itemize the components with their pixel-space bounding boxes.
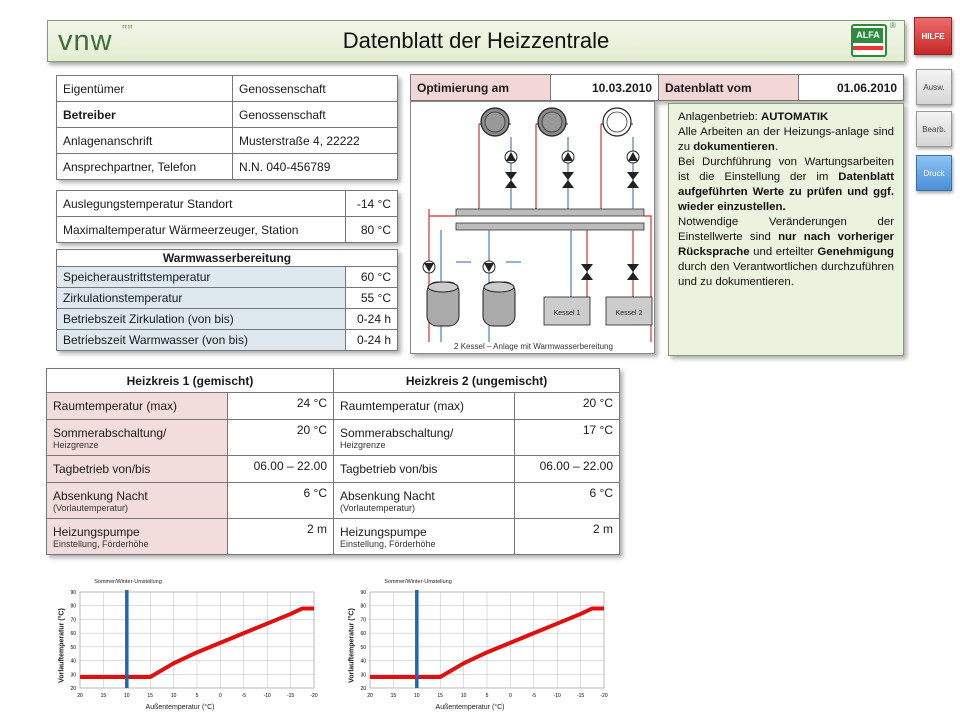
operator-value: Genossenschaft xyxy=(233,102,398,128)
chart-ylabel: Vorlauftemperatur (°C) xyxy=(58,608,66,683)
hk2-value: 20 °C xyxy=(515,393,620,420)
y-tick-label: 80 xyxy=(70,603,76,610)
chart-svg xyxy=(40,576,320,704)
y-tick-label: 80 xyxy=(360,603,366,610)
table-row xyxy=(411,75,904,101)
table-row xyxy=(47,393,620,420)
hk2-label: Heizungspumpe Einstellung, Förderhöhe xyxy=(334,519,515,555)
x-tick-label: 20 xyxy=(367,693,373,699)
boiler-2-label: Kessel 2 xyxy=(615,310,643,317)
x-tick-label: 10 xyxy=(414,693,420,699)
ww-label: Betriebszeit Zirkulation (von bis) xyxy=(57,309,346,330)
table-row xyxy=(57,191,398,217)
warmwater-title: Warmwasserbereitung xyxy=(57,250,398,267)
logo-drops-icon: ‟” xyxy=(122,23,133,40)
max-temp-label: Maximaltemperatur Wärmeerzeuger, Station xyxy=(57,217,346,243)
chart-annotation: Sommer/Winter-Umstellung xyxy=(384,579,452,585)
x-tick-label: -15 xyxy=(286,693,295,699)
table-header xyxy=(57,250,398,267)
y-tick-label: 40 xyxy=(360,658,366,665)
ww-label: Speicheraustrittstemperatur xyxy=(57,267,346,288)
vnw-logo: vnw ‟” xyxy=(58,23,133,57)
y-tick-label: 60 xyxy=(360,631,366,638)
datasheet-label: Datenblatt vom xyxy=(659,75,799,101)
ww-value: 0-24 h xyxy=(346,330,398,351)
table-row xyxy=(47,456,620,483)
owner-label: Eigentümer xyxy=(57,76,233,102)
design-temp-label: Auslegungstemperatur Standort xyxy=(57,191,346,217)
hk2-label: Sommerabschaltung/ Heizgrenze xyxy=(334,420,515,456)
print-button[interactable]: Druck xyxy=(916,155,952,191)
heating-curve-chart-2 xyxy=(330,576,610,716)
ww-label: Betriebszeit Warmwasser (von bis) xyxy=(57,330,346,351)
y-tick-label: 40 xyxy=(70,658,76,665)
owner-value: Genossenschaft xyxy=(233,76,398,102)
ww-value: 0-24 h xyxy=(346,309,398,330)
hk1-value: 2 m xyxy=(228,519,334,555)
ww-value: 55 °C xyxy=(346,288,398,309)
y-tick-label: 20 xyxy=(70,686,76,692)
table-row xyxy=(57,288,398,309)
owner-table xyxy=(56,75,398,180)
page-title: Datenblatt der Heizzentrale xyxy=(342,28,610,53)
x-tick-label: -10 xyxy=(553,693,561,699)
table-row xyxy=(57,102,398,128)
max-temp-value: 80 °C xyxy=(346,217,398,243)
design-temperature-table xyxy=(56,190,398,243)
alfa-logo: ALFA ® xyxy=(848,21,898,61)
hk2-value: 2 m xyxy=(515,519,620,555)
operator-label: Betreiber xyxy=(57,102,233,128)
table-row xyxy=(57,154,398,180)
hk1-label: Raumtemperatur (max) xyxy=(47,393,228,420)
y-tick-label: 70 xyxy=(70,617,76,624)
hk1-title: Heizkreis 1 (gemischt) xyxy=(47,369,334,393)
dates-table xyxy=(410,74,904,101)
header-bar xyxy=(47,20,905,62)
y-tick-label: 20 xyxy=(360,686,366,692)
heating-circuit-table xyxy=(46,368,620,555)
ww-label: Zirkulationstemperatur xyxy=(57,288,346,309)
y-tick-label: 50 xyxy=(360,644,366,651)
table-row xyxy=(57,217,398,243)
x-tick-label: 0 xyxy=(509,693,512,699)
table-row xyxy=(57,267,398,288)
x-tick-label: 20 xyxy=(77,693,83,699)
x-tick-label: 15 xyxy=(147,693,153,699)
x-tick-label: 10 xyxy=(460,693,467,699)
optimization-date: 10.03.2010 xyxy=(551,75,659,101)
address-label: Anlagenanschrift xyxy=(57,128,233,154)
ww-value: 60 °C xyxy=(346,267,398,288)
chart-annotation: Sommer/Winter-Umstellung xyxy=(94,579,162,585)
design-temp-value: -14 °C xyxy=(346,191,398,217)
bearb-button[interactable]: Bearb. xyxy=(916,111,952,147)
y-tick-label: 90 xyxy=(360,590,366,596)
info-box: Anlagenbetrieb: AUTOMATIK Alle Arbeiten an der Heizungs-anlage sind zu dokumentieren. Bei Durchführung von Wartungsarbeiten ist die Einstellung der im Datenblatt aufgeführten Werte zu prüfen und ggf. wieder einzustellen. Notwendige Veränderungen der Einstellwerte sind nur nach vorheriger Rücksprache und erteilter Genehmigung durch den Verantwortlichen durchzuführen und zu dokumentieren. xyxy=(668,103,904,356)
x-tick-label: 10 xyxy=(124,693,130,699)
x-tick-label: -20 xyxy=(310,693,318,699)
x-tick-label: -5 xyxy=(241,693,247,699)
hk2-value: 6 °C xyxy=(515,483,620,519)
contact-value: N.N. 040-456789 xyxy=(233,154,398,180)
hk1-value: 6 °C xyxy=(228,483,334,519)
hk2-label: Tagbetrieb von/bis xyxy=(334,456,515,483)
diagram-caption: 2 Kessel – Anlage mit Warmwasserbereitung xyxy=(454,342,613,351)
hk1-label: Tagbetrieb von/bis xyxy=(47,456,228,483)
hk1-label: Sommerabschaltung/ Heizgrenze xyxy=(47,420,228,456)
table-row xyxy=(47,519,620,555)
table-row xyxy=(57,128,398,154)
chart-xlabel: Außentemperatur (°C) xyxy=(435,704,505,711)
x-tick-label: -5 xyxy=(531,693,537,699)
datasheet-date: 01.06.2010 xyxy=(799,75,904,101)
x-tick-label: 5 xyxy=(485,693,489,699)
warmwater-table xyxy=(56,249,398,351)
boiler-1-label: Kessel 1 xyxy=(553,310,581,317)
table-row xyxy=(57,76,398,102)
system-diagram-svg xyxy=(411,102,656,342)
y-tick-label: 90 xyxy=(70,590,76,596)
x-tick-label: 15 xyxy=(437,693,443,699)
table-row xyxy=(47,420,620,456)
chart-xlabel: Außentemperatur (°C) xyxy=(145,704,215,711)
address-value: Musterstraße 4, 22222 xyxy=(233,128,398,154)
x-tick-label: 15 xyxy=(100,693,107,699)
heating-curve-chart-1 xyxy=(40,576,320,716)
system-diagram xyxy=(410,101,655,354)
y-tick-label: 30 xyxy=(360,672,366,679)
x-tick-label: 15 xyxy=(390,693,397,699)
x-tick-label: -20 xyxy=(600,693,608,699)
hk1-value: 24 °C xyxy=(228,393,334,420)
hk2-value: 06.00 – 22.00 xyxy=(515,456,620,483)
table-row xyxy=(57,309,398,330)
table-row xyxy=(57,330,398,351)
y-tick-label: 50 xyxy=(70,644,76,651)
hk1-value: 06.00 – 22.00 xyxy=(228,456,334,483)
x-tick-label: -10 xyxy=(263,693,271,699)
hk2-title: Heizkreis 2 (ungemischt) xyxy=(334,369,620,393)
y-tick-label: 60 xyxy=(70,631,76,638)
hk2-label: Absenkung Nacht (Vorlautemperatur) xyxy=(334,483,515,519)
y-tick-label: 70 xyxy=(360,617,366,624)
table-row xyxy=(47,483,620,519)
hk2-label: Raumtemperatur (max) xyxy=(334,393,515,420)
chart-ylabel: Vorlauftemperatur (°C) xyxy=(348,608,356,683)
hk1-label: Heizungspumpe Einstellung, Förderhöhe xyxy=(47,519,228,555)
hk2-value: 17 °C xyxy=(515,420,620,456)
contact-label: Ansprechpartner, Telefon xyxy=(57,154,233,180)
x-tick-label: -15 xyxy=(576,693,585,699)
hk1-label: Absenkung Nacht (Vorlautemperatur) xyxy=(47,483,228,519)
y-tick-label: 30 xyxy=(70,672,76,679)
table-header xyxy=(47,369,620,393)
x-tick-label: 0 xyxy=(219,693,222,699)
hk1-value: 20 °C xyxy=(228,420,334,456)
optimization-label: Optimierung am xyxy=(411,75,551,101)
chart-svg xyxy=(330,576,610,704)
help-button[interactable]: HILFE xyxy=(914,17,952,55)
x-tick-label: 10 xyxy=(170,693,177,699)
ausw-button[interactable]: Ausw. xyxy=(916,69,952,105)
x-tick-label: 5 xyxy=(195,693,199,699)
